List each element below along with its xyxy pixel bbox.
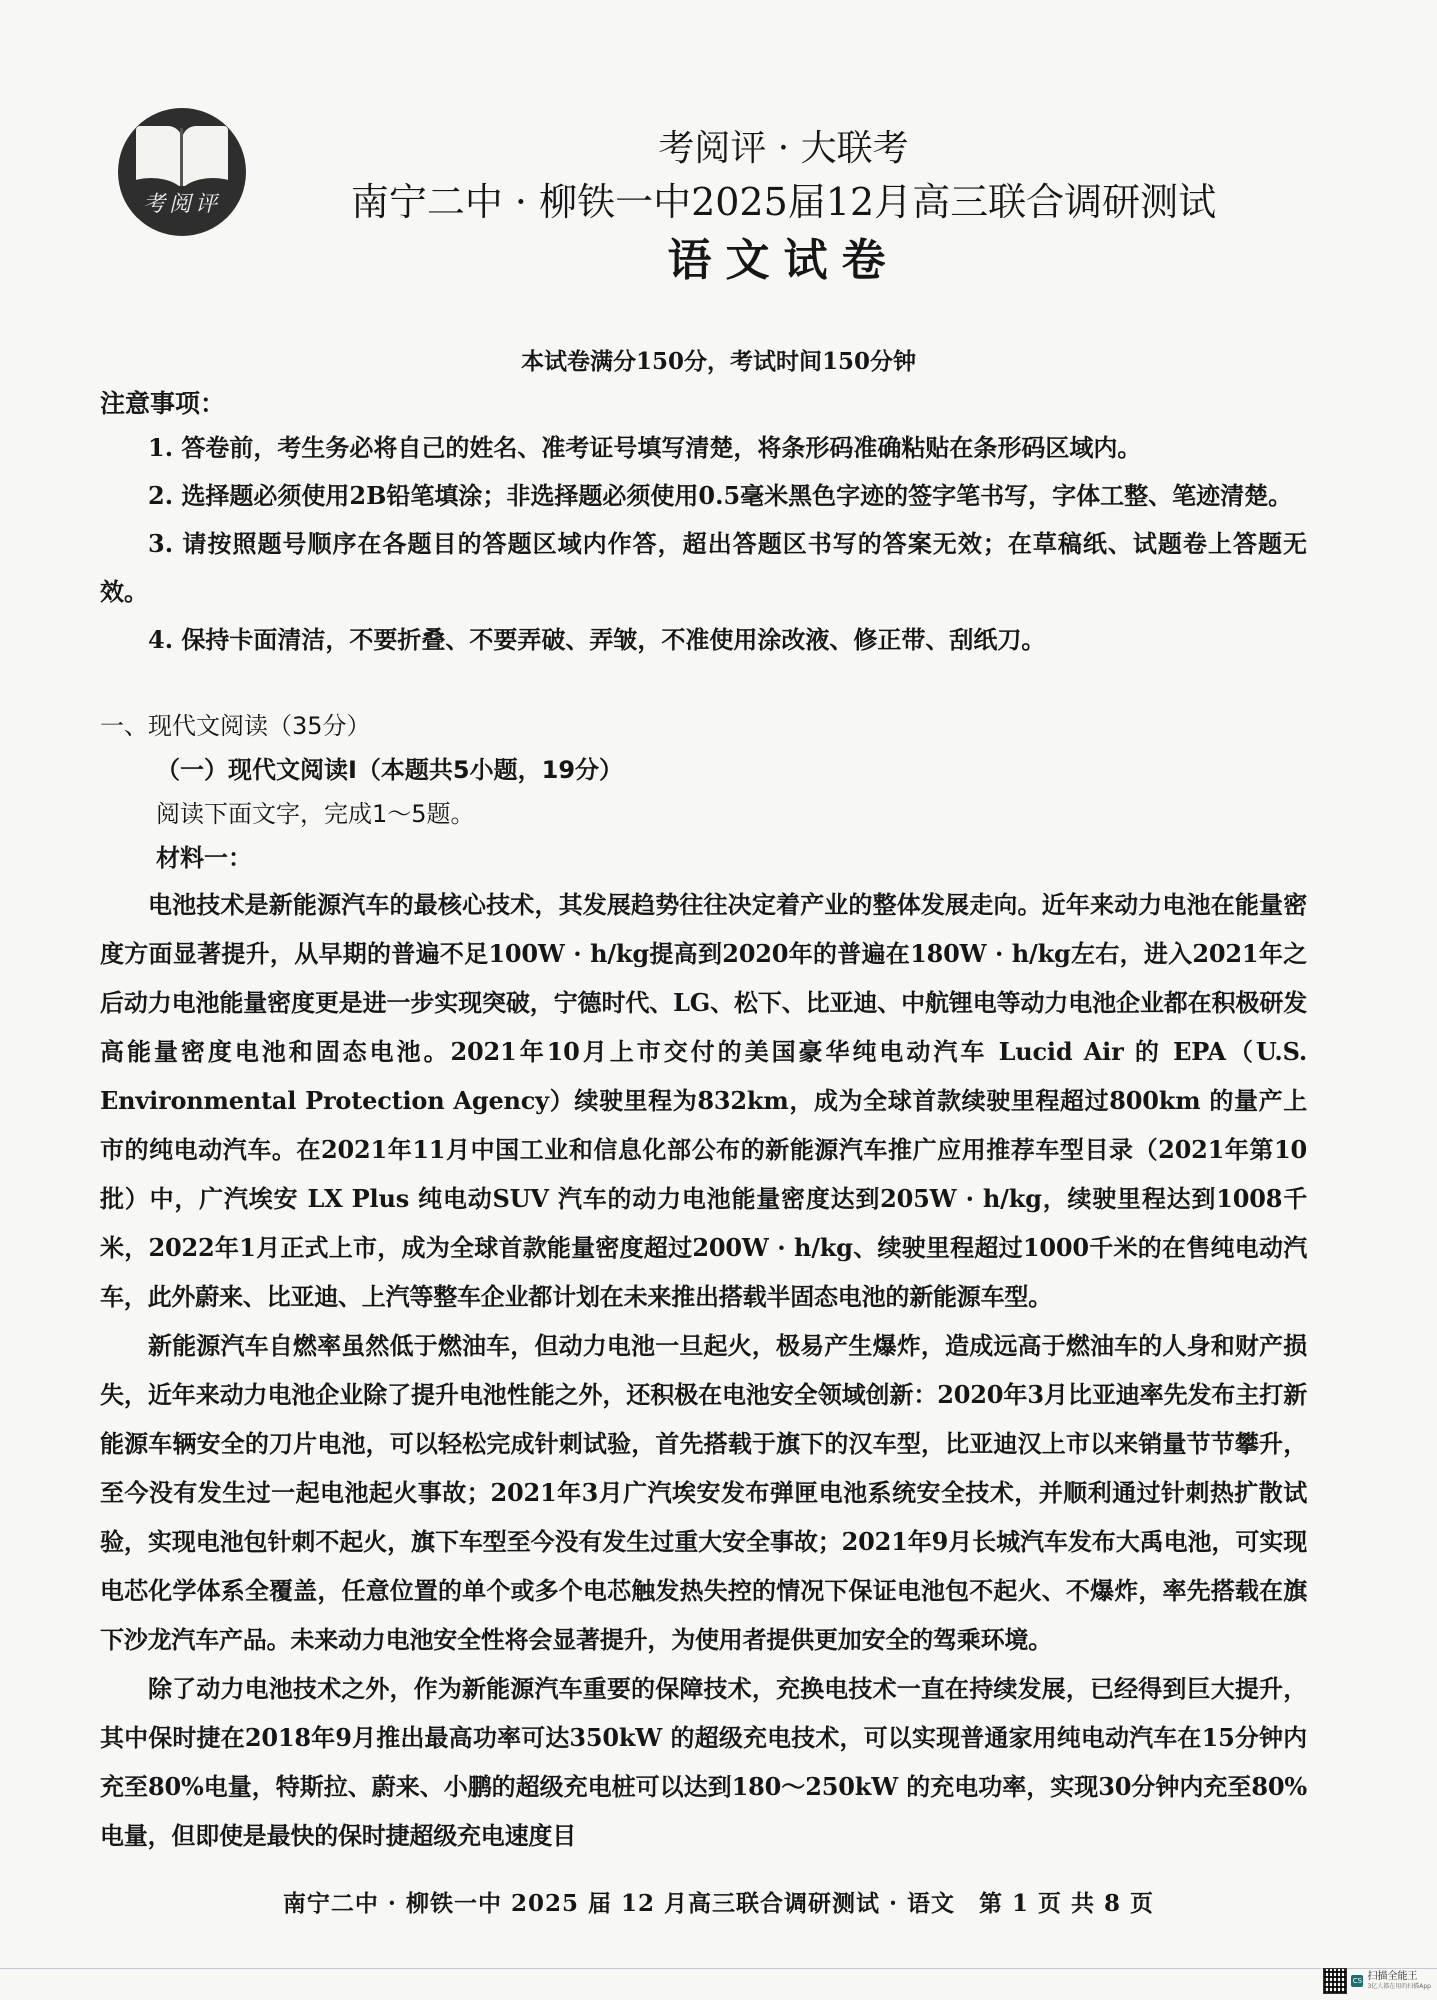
note-item: 4. 保持卡面清洁，不要折叠、不要弄破、弄皱，不准使用涂改液、修正带、刮纸刀。: [148, 625, 1046, 654]
material-label: 材料一：: [156, 844, 252, 872]
passage-paragraph: 新能源汽车自燃率虽然低于燃油车，但动力电池一旦起火，极易产生爆炸，造成远高于燃油车的人身和财产损失，近年来动力电池企业除了提升电池性能之外，还积极在电池安全领域创新：2020年3月比亚迪率先发布主打新能源车辆安全的刀片电池，可以轻松完成针刺试验，首先搭载于旗下的汉车型，比亚迪汉上市以来销量节节攀升，至今没有发生过一起电池起火事故；2021年3月广汽埃安发布弹匣电池系统安全技术，并顺利通过针刺热扩散试验，实现电池包针刺不起火，旗下车型至今没有发生过重大安全事故；2021年9月长城汽车发布大禹电池，可实现电芯化学体系全覆盖，任意位置的单个或多个电芯触发热失控的情况下保证电池包不起火、不爆炸，率先搭载在旗下沙龙汽车产品。未来动力电池安全性将会显著提升，为使用者提供更加安全的驾乘环境。: [100, 1331, 1307, 1654]
passage-paragraph: 电池技术是新能源汽车的最核心技术，其发展趋势往往决定着产业的整体发展走向。近年来动力电池在能量密度方面显著提升，从早期的普遍不足100W · h/kg提高到2020年的普遍在180W · h/kg左右，进入2021年之后动力电池能量密度更是进一步实现突破，宁德时代、LG、松下、比亚迪、中航锂电等动力电池企业都在积极研发高能量密度电池和固态电池。2021年10月上市交付的美国豪华纯电动汽车 Lucid Air 的 EPA（U.S. Environmental Protection Agency）续驶里程为832km，成为全球首款续驶里程超过800km 的量产上市的纯电动汽车。在2021年11月中国工业和信息化部公布的新能源汽车推广应用推荐车型目录（2021年第10批）中，广汽埃安 LX Plus 纯电动SUV 汽车的动力电池能量密度达到205W · h/kg，续驶里程达到1008千米，2022年1月正式上市，成为全球首款能量密度超过200W · h/kg、续驶里程超过1000千米的在售纯电动汽车，此外蔚来、比亚迪、上汽等整车企业都计划在未来推出搭载半固态电池的新能源车型。: [100, 890, 1307, 1311]
passage: [100, 880, 1307, 1860]
kaoyueping-logo: [118, 108, 246, 236]
scanner-watermark: [1323, 1966, 1431, 1996]
book-icon-left-page: [136, 126, 182, 186]
passage-paragraph: 除了动力电池技术之外，作为新能源汽车重要的保障技术，充换电技术一直在持续发展，已经得到巨大提升，其中保时捷在2018年9月推出最高功率可达350kW 的超级充电技术，可以实现普通家用纯电动汽车在15分钟内充至80%电量，特斯拉、蔚来、小鹏的超级充电桩可以达到180～250kW 的充电功率，实现30分钟内充至80%电量，但即使是最快的保时捷超级充电速度目: [100, 1674, 1307, 1850]
exam-series: 考阅评 · 大联考: [658, 128, 909, 169]
page-footer: 南宁二中 · 柳铁一中 2025 届 12 月高三联合调研测试 · 语文 第 1 页 共 8 页: [282, 1890, 1155, 1917]
note-item: 1. 答卷前，考生务必将自己的姓名、准考证号填写清楚，将条形码准确粘贴在条形码区域内。: [148, 433, 1142, 462]
instruction: 阅读下面文字，完成1～5题。: [156, 800, 475, 828]
subject-title: 语文试卷: [667, 235, 900, 286]
book-icon-spine: [180, 128, 183, 186]
section-title: 一、现代文阅读（35分）: [100, 712, 371, 740]
book-icon-right-page: [182, 126, 228, 186]
camscanner-icon: CS: [1352, 1977, 1363, 1985]
logo-text: 考阅评: [142, 192, 221, 217]
exam-info: 本试卷满分150分，考试时间150分钟: [520, 348, 917, 375]
subsection-title: （一）现代文阅读Ⅰ（本题共5小题，19分）: [156, 756, 624, 784]
note-item: 3. 请按照题号顺序在各题目的答题区域内作答，超出答题区书写的答案无效；在草稿纸、试题卷上答题无效。: [100, 529, 1307, 606]
section-intro: [100, 704, 1307, 880]
section-sub-lines: [100, 748, 1307, 880]
watermark-name: 扫描全能王: [1367, 1971, 1418, 1982]
notes-list: [100, 424, 1307, 664]
qr-code-icon: [1323, 1968, 1347, 1994]
watermark-text: [1367, 1971, 1431, 1991]
scan-edge-divider: [0, 1968, 1437, 1969]
notes-title: 注意事项：: [100, 389, 226, 418]
exam-header: [100, 100, 1307, 342]
exam-name: 南宁二中 · 柳铁一中2025届12月高三联合调研测试: [350, 180, 1217, 224]
watermark-tagline: 3亿人都在用的扫描App: [1367, 1983, 1431, 1990]
header-titles: [260, 124, 1307, 292]
note-item: 2. 选择题必须使用2B铅笔填涂；非选择题必须使用0.5毫米黑色字迹的签字笔书写，字体工整、笔迹清楚。: [148, 481, 1293, 510]
